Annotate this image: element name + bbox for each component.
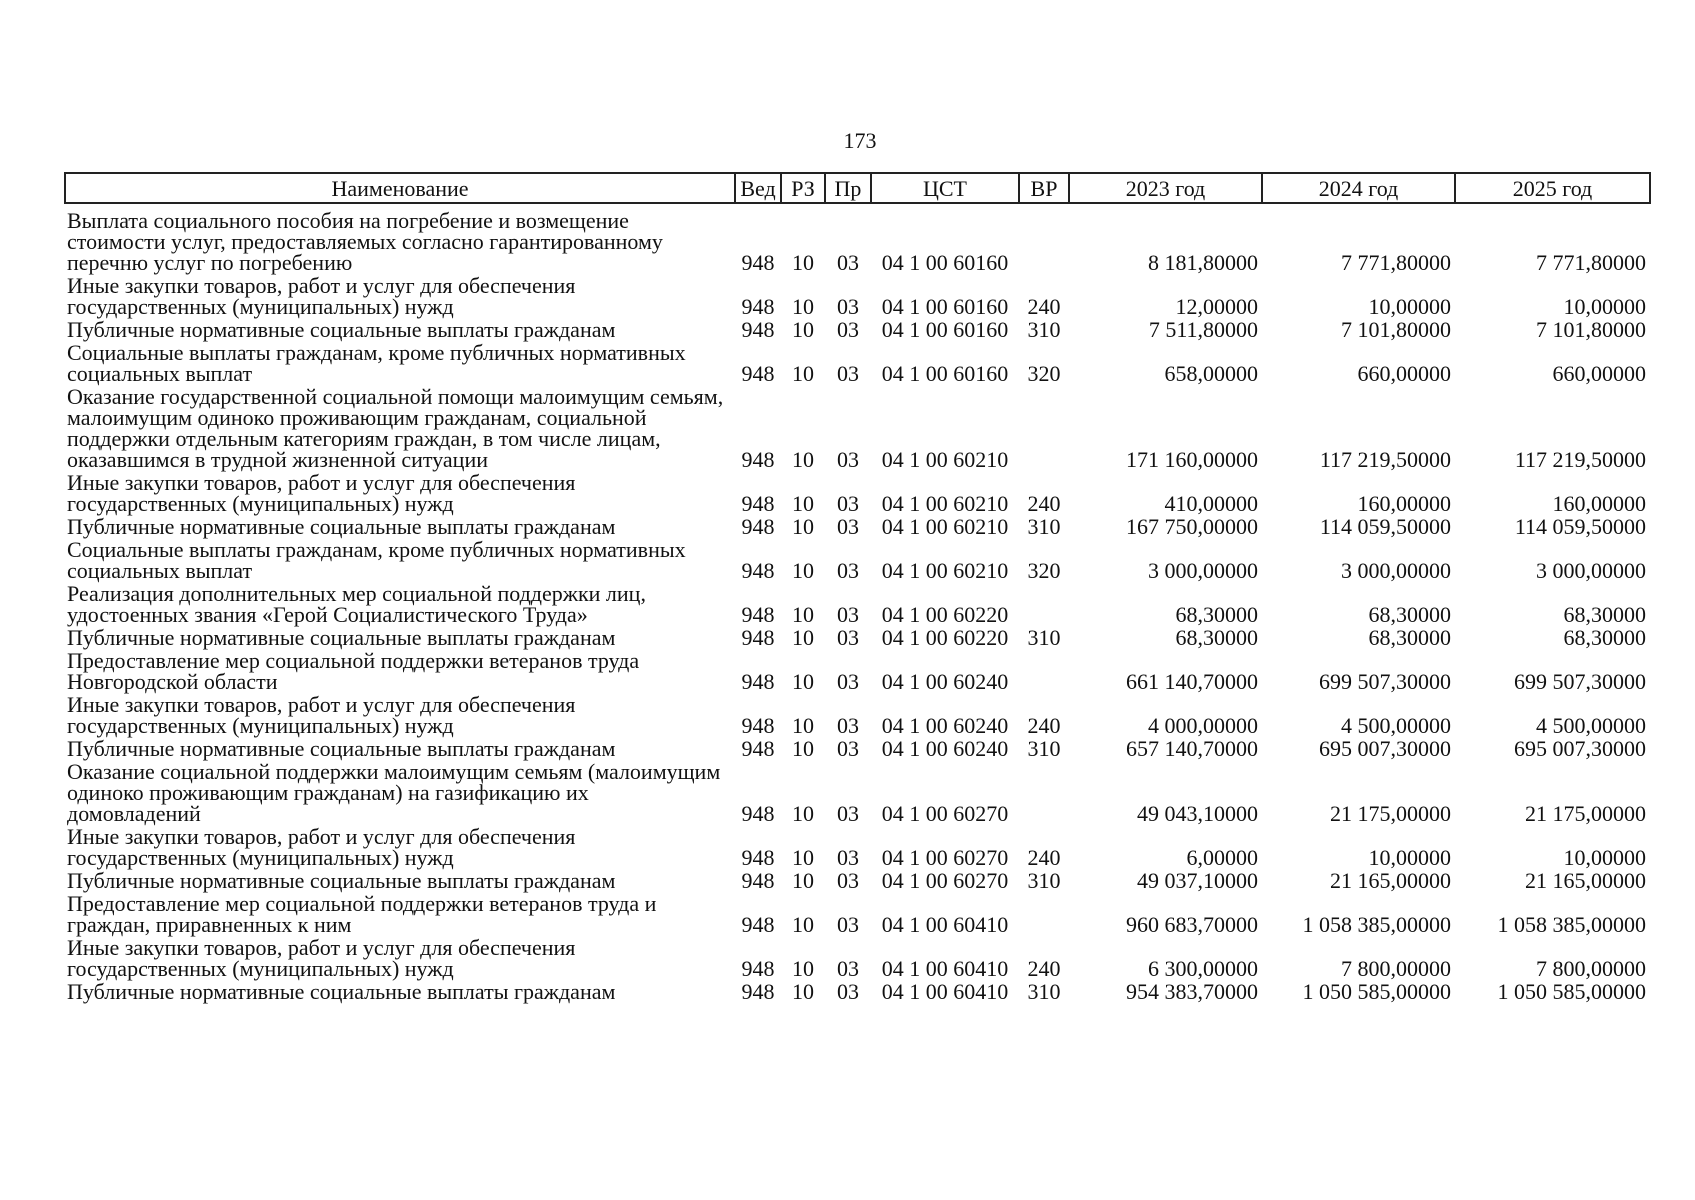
cell-2023: 657 140,70000 bbox=[1126, 736, 1258, 761]
cell-vr: 240 bbox=[1027, 713, 1061, 738]
table-row bbox=[65, 472, 1650, 516]
cell-name: Предоставление мер социальной поддержки ветеранов труда и граждан, приравненных к ним bbox=[67, 891, 657, 937]
cell-cst: 04 1 00 60270 bbox=[881, 845, 1009, 870]
cell-vr: 310 bbox=[1027, 317, 1061, 342]
cell-rz: 10 bbox=[792, 491, 814, 516]
cell-2025: 68,30000 bbox=[1563, 602, 1646, 627]
budget-table bbox=[64, 172, 1651, 1004]
cell-vr: 320 bbox=[1027, 361, 1061, 386]
cell-ved: 948 bbox=[741, 868, 775, 893]
cell-2025: 1 050 585,00000 bbox=[1497, 979, 1646, 1004]
cell-2023: 658,00000 bbox=[1164, 361, 1258, 386]
table-row bbox=[65, 539, 1650, 583]
cell-2025: 7 771,80000 bbox=[1536, 250, 1646, 275]
cell-cst: 04 1 00 60160 bbox=[881, 250, 1009, 275]
cell-2025: 695 007,30000 bbox=[1514, 736, 1646, 761]
cell-2023: 49 043,10000 bbox=[1137, 801, 1258, 826]
cell-name: Иные закупки товаров, работ и услуг для обеспечения государственных (муниципальных) нужд bbox=[67, 470, 576, 516]
cell-rz: 10 bbox=[792, 514, 814, 539]
table-row bbox=[65, 826, 1650, 870]
cell-vr: 240 bbox=[1027, 294, 1061, 319]
table-row bbox=[65, 981, 1650, 1004]
header-name: Наименование bbox=[65, 173, 735, 203]
header-ved: Вед bbox=[735, 173, 781, 203]
cell-cst: 04 1 00 60270 bbox=[881, 801, 1009, 826]
cell-2024: 21 165,00000 bbox=[1330, 868, 1451, 893]
cell-cst: 04 1 00 60160 bbox=[881, 361, 1009, 386]
cell-ved: 948 bbox=[741, 912, 775, 937]
cell-ved: 948 bbox=[741, 602, 775, 627]
table-row bbox=[65, 761, 1650, 826]
cell-2023: 167 750,00000 bbox=[1126, 514, 1258, 539]
cell-rz: 10 bbox=[792, 250, 814, 275]
cell-2024: 10,00000 bbox=[1368, 294, 1451, 319]
cell-vr: 240 bbox=[1027, 956, 1061, 981]
cell-pr: 03 bbox=[837, 713, 859, 738]
table-row bbox=[65, 893, 1650, 937]
cell-2025: 1 058 385,00000 bbox=[1497, 912, 1646, 937]
cell-cst: 04 1 00 60210 bbox=[881, 514, 1009, 539]
cell-cst: 04 1 00 60210 bbox=[881, 558, 1009, 583]
cell-vr bbox=[1019, 203, 1069, 275]
cell-name: Оказание государственной социальной помощи малоимущим семьям, малоимущим одиноко проживающим гражданам, социальной поддержки отдельным категориям граждан, в том числе лицам, оказавшимся в трудной жизненной ситуации bbox=[67, 384, 724, 472]
cell-name: Публичные нормативные социальные выплаты гражданам bbox=[67, 979, 616, 1004]
cell-rz: 10 bbox=[792, 558, 814, 583]
cell-pr: 03 bbox=[837, 491, 859, 516]
cell-rz: 10 bbox=[792, 736, 814, 761]
cell-2025: 114 059,50000 bbox=[1514, 514, 1646, 539]
cell-2023: 4 000,00000 bbox=[1148, 713, 1258, 738]
cell-2023: 3 000,00000 bbox=[1148, 558, 1258, 583]
cell-name: Публичные нормативные социальные выплаты гражданам bbox=[67, 625, 616, 650]
cell-ved: 948 bbox=[741, 669, 775, 694]
cell-ved: 948 bbox=[741, 845, 775, 870]
cell-pr: 03 bbox=[837, 514, 859, 539]
cell-2024: 21 175,00000 bbox=[1330, 801, 1451, 826]
cell-rz: 10 bbox=[792, 361, 814, 386]
cell-2024: 68,30000 bbox=[1368, 602, 1451, 627]
cell-2023: 6 300,00000 bbox=[1148, 956, 1258, 981]
cell-ved: 948 bbox=[741, 625, 775, 650]
cell-2023: 410,00000 bbox=[1164, 491, 1258, 516]
cell-vr bbox=[1019, 386, 1069, 472]
cell-2024: 7 101,80000 bbox=[1341, 317, 1451, 342]
cell-ved: 948 bbox=[741, 713, 775, 738]
cell-name: Оказание социальной поддержки малоимущим семьям (малоимущим одиноко проживающим гражданам) на газификацию их домовладений bbox=[67, 759, 721, 826]
cell-vr bbox=[1019, 761, 1069, 826]
cell-pr: 03 bbox=[837, 912, 859, 937]
cell-2024: 160,00000 bbox=[1357, 491, 1451, 516]
table-row bbox=[65, 627, 1650, 650]
cell-rz: 10 bbox=[792, 713, 814, 738]
cell-2024: 4 500,00000 bbox=[1341, 713, 1451, 738]
cell-cst: 04 1 00 60240 bbox=[881, 669, 1009, 694]
cell-vr: 310 bbox=[1027, 514, 1061, 539]
cell-2025: 699 507,30000 bbox=[1514, 669, 1646, 694]
cell-2025: 117 219,50000 bbox=[1514, 447, 1646, 472]
cell-2025: 7 101,80000 bbox=[1536, 317, 1646, 342]
cell-ved: 948 bbox=[741, 294, 775, 319]
cell-rz: 10 bbox=[792, 956, 814, 981]
cell-2025: 4 500,00000 bbox=[1536, 713, 1646, 738]
cell-cst: 04 1 00 60160 bbox=[881, 317, 1009, 342]
cell-2025: 7 800,00000 bbox=[1536, 956, 1646, 981]
cell-cst: 04 1 00 60240 bbox=[881, 736, 1009, 761]
cell-ved: 948 bbox=[741, 801, 775, 826]
cell-2024: 7 771,80000 bbox=[1341, 250, 1451, 275]
cell-ved: 948 bbox=[741, 361, 775, 386]
cell-pr: 03 bbox=[837, 361, 859, 386]
cell-ved: 948 bbox=[741, 317, 775, 342]
cell-2025: 21 175,00000 bbox=[1525, 801, 1646, 826]
table-row bbox=[65, 937, 1650, 981]
cell-ved: 948 bbox=[741, 558, 775, 583]
cell-2024: 7 800,00000 bbox=[1341, 956, 1451, 981]
cell-2023: 171 160,00000 bbox=[1126, 447, 1258, 472]
table-row bbox=[65, 516, 1650, 539]
cell-vr bbox=[1019, 893, 1069, 937]
cell-rz: 10 bbox=[792, 294, 814, 319]
cell-rz: 10 bbox=[792, 625, 814, 650]
cell-vr: 320 bbox=[1027, 558, 1061, 583]
table-row bbox=[65, 342, 1650, 386]
cell-rz: 10 bbox=[792, 447, 814, 472]
cell-2024: 10,00000 bbox=[1368, 845, 1451, 870]
table-row bbox=[65, 275, 1650, 319]
cell-name: Социальные выплаты гражданам, кроме публичных нормативных социальных выплат bbox=[67, 340, 686, 386]
cell-2024: 660,00000 bbox=[1357, 361, 1451, 386]
cell-rz: 10 bbox=[792, 912, 814, 937]
cell-2023: 7 511,80000 bbox=[1148, 317, 1258, 342]
cell-2023: 49 037,10000 bbox=[1137, 868, 1258, 893]
cell-2023: 6,00000 bbox=[1186, 845, 1258, 870]
cell-2025: 21 165,00000 bbox=[1525, 868, 1646, 893]
cell-pr: 03 bbox=[837, 868, 859, 893]
cell-name: Публичные нормативные социальные выплаты гражданам bbox=[67, 868, 616, 893]
cell-pr: 03 bbox=[837, 625, 859, 650]
table-row bbox=[65, 738, 1650, 761]
cell-2024: 68,30000 bbox=[1368, 625, 1451, 650]
cell-name: Иные закупки товаров, работ и услуг для обеспечения государственных (муниципальных) нужд bbox=[67, 824, 576, 870]
table-row bbox=[65, 583, 1650, 627]
cell-2024: 114 059,50000 bbox=[1319, 514, 1451, 539]
table-row bbox=[65, 319, 1650, 342]
cell-2024: 1 050 585,00000 bbox=[1302, 979, 1451, 1004]
cell-ved: 948 bbox=[741, 956, 775, 981]
cell-2024: 117 219,50000 bbox=[1319, 447, 1451, 472]
cell-2024: 695 007,30000 bbox=[1319, 736, 1451, 761]
table-body bbox=[65, 203, 1650, 1004]
cell-2025: 68,30000 bbox=[1563, 625, 1646, 650]
cell-vr: 310 bbox=[1027, 736, 1061, 761]
cell-2023: 954 383,70000 bbox=[1126, 979, 1258, 1004]
cell-2023: 960 683,70000 bbox=[1126, 912, 1258, 937]
table-row bbox=[65, 694, 1650, 738]
cell-pr: 03 bbox=[837, 845, 859, 870]
cell-rz: 10 bbox=[792, 868, 814, 893]
cell-name: Публичные нормативные социальные выплаты гражданам bbox=[67, 317, 616, 342]
cell-name: Выплата социального пособия на погребение и возмещение стоимости услуг, предоставляемых согласно гарантированному перечню услуг по погребению bbox=[67, 208, 663, 275]
cell-pr: 03 bbox=[837, 669, 859, 694]
cell-cst: 04 1 00 60220 bbox=[881, 625, 1009, 650]
header-vr: ВР bbox=[1019, 173, 1069, 203]
cell-name: Иные закупки товаров, работ и услуг для обеспечения государственных (муниципальных) нужд bbox=[67, 935, 576, 981]
cell-cst: 04 1 00 60410 bbox=[881, 979, 1009, 1004]
cell-ved: 948 bbox=[741, 447, 775, 472]
cell-pr: 03 bbox=[837, 317, 859, 342]
cell-vr: 310 bbox=[1027, 979, 1061, 1004]
cell-2025: 660,00000 bbox=[1552, 361, 1646, 386]
page-number: 173 bbox=[843, 128, 877, 153]
cell-pr: 03 bbox=[837, 801, 859, 826]
cell-vr: 240 bbox=[1027, 491, 1061, 516]
cell-name: Социальные выплаты гражданам, кроме публичных нормативных социальных выплат bbox=[67, 537, 686, 583]
cell-cst: 04 1 00 60410 bbox=[881, 912, 1009, 937]
cell-name: Иные закупки товаров, работ и услуг для обеспечения государственных (муниципальных) нужд bbox=[67, 273, 576, 319]
cell-pr: 03 bbox=[837, 447, 859, 472]
cell-pr: 03 bbox=[837, 250, 859, 275]
cell-pr: 03 bbox=[837, 956, 859, 981]
cell-2023: 68,30000 bbox=[1175, 625, 1258, 650]
cell-2023: 68,30000 bbox=[1175, 602, 1258, 627]
cell-ved: 948 bbox=[741, 491, 775, 516]
header-cst: ЦСТ bbox=[871, 173, 1019, 203]
cell-vr: 310 bbox=[1027, 868, 1061, 893]
cell-2024: 1 058 385,00000 bbox=[1302, 912, 1451, 937]
header-2025: 2025 год bbox=[1455, 173, 1650, 203]
cell-2024: 3 000,00000 bbox=[1341, 558, 1451, 583]
cell-cst: 04 1 00 60210 bbox=[881, 447, 1009, 472]
header-2023: 2023 год bbox=[1069, 173, 1262, 203]
cell-cst: 04 1 00 60160 bbox=[881, 294, 1009, 319]
header-2024: 2024 год bbox=[1262, 173, 1455, 203]
cell-vr bbox=[1019, 583, 1069, 627]
cell-ved: 948 bbox=[741, 250, 775, 275]
cell-name: Реализация дополнительных мер социальной поддержки лиц, удостоенных звания «Герой Социалистического Труда» bbox=[67, 581, 646, 627]
cell-pr: 03 bbox=[837, 979, 859, 1004]
cell-cst: 04 1 00 60410 bbox=[881, 956, 1009, 981]
cell-name: Публичные нормативные социальные выплаты гражданам bbox=[67, 514, 616, 539]
cell-2025: 10,00000 bbox=[1563, 294, 1646, 319]
cell-vr bbox=[1019, 650, 1069, 694]
cell-cst: 04 1 00 60220 bbox=[881, 602, 1009, 627]
cell-rz: 10 bbox=[792, 845, 814, 870]
cell-vr: 240 bbox=[1027, 845, 1061, 870]
cell-cst: 04 1 00 60210 bbox=[881, 491, 1009, 516]
cell-rz: 10 bbox=[792, 801, 814, 826]
table-row bbox=[65, 203, 1650, 275]
cell-rz: 10 bbox=[792, 317, 814, 342]
cell-cst: 04 1 00 60270 bbox=[881, 868, 1009, 893]
cell-2025: 3 000,00000 bbox=[1536, 558, 1646, 583]
header-pr: Пр bbox=[825, 173, 871, 203]
cell-rz: 10 bbox=[792, 979, 814, 1004]
cell-2023: 8 181,80000 bbox=[1148, 250, 1258, 275]
cell-name: Иные закупки товаров, работ и услуг для обеспечения государственных (муниципальных) нужд bbox=[67, 692, 576, 738]
cell-rz: 10 bbox=[792, 602, 814, 627]
cell-pr: 03 bbox=[837, 558, 859, 583]
cell-vr: 310 bbox=[1027, 625, 1061, 650]
header-row bbox=[65, 173, 1650, 203]
cell-2023: 12,00000 bbox=[1175, 294, 1258, 319]
cell-ved: 948 bbox=[741, 736, 775, 761]
cell-pr: 03 bbox=[837, 736, 859, 761]
cell-rz: 10 bbox=[792, 669, 814, 694]
cell-pr: 03 bbox=[837, 602, 859, 627]
table-header bbox=[65, 173, 1650, 203]
cell-2025: 160,00000 bbox=[1552, 491, 1646, 516]
table-row bbox=[65, 386, 1650, 472]
table-row bbox=[65, 870, 1650, 893]
cell-pr: 03 bbox=[837, 294, 859, 319]
header-rz: РЗ bbox=[781, 173, 825, 203]
cell-name: Публичные нормативные социальные выплаты гражданам bbox=[67, 736, 616, 761]
table-row bbox=[65, 650, 1650, 694]
cell-ved: 948 bbox=[741, 514, 775, 539]
cell-2025: 10,00000 bbox=[1563, 845, 1646, 870]
cell-2023: 661 140,70000 bbox=[1126, 669, 1258, 694]
cell-name: Предоставление мер социальной поддержки ветеранов труда Новгородской области bbox=[67, 648, 640, 694]
cell-cst: 04 1 00 60240 bbox=[881, 713, 1009, 738]
cell-ved: 948 bbox=[741, 979, 775, 1004]
cell-2024: 699 507,30000 bbox=[1319, 669, 1451, 694]
